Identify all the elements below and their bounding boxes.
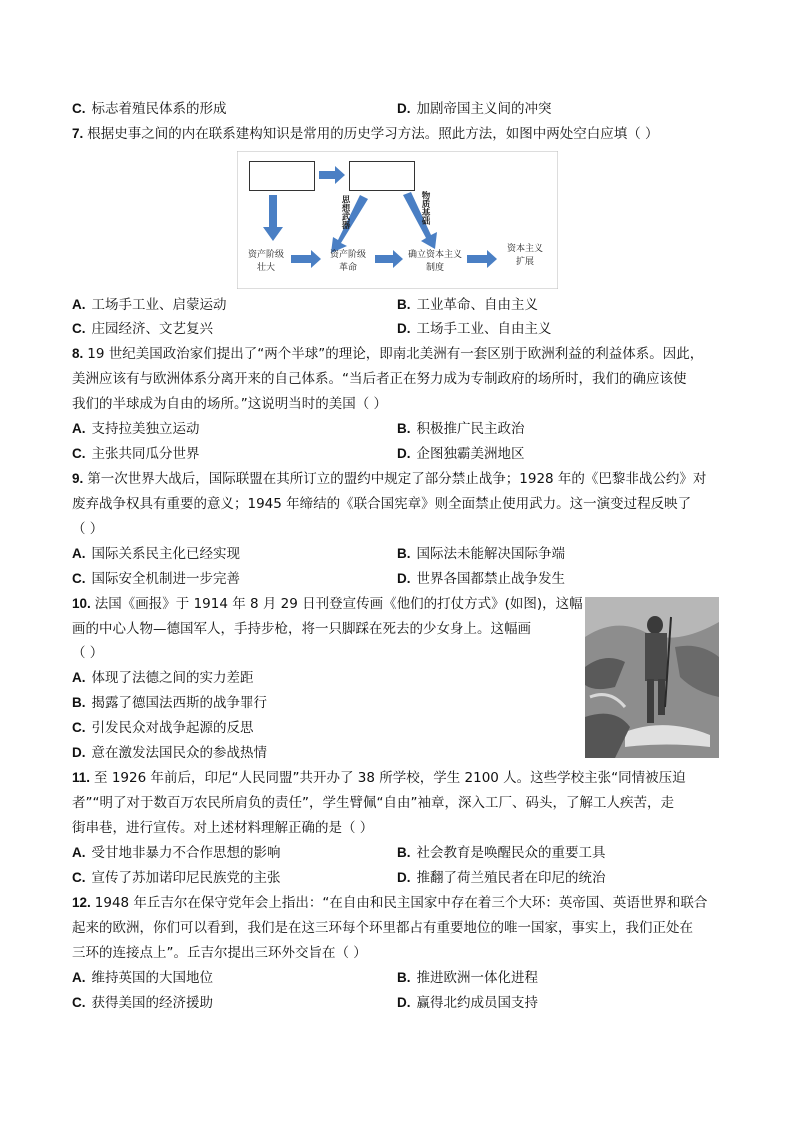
q11-line-3: 街串巷，进行宣传。对上述材料理解正确的是（ ） xyxy=(72,820,374,836)
q10-option-b[interactable]: B. 揭露了德国法西斯的战争罪行 xyxy=(72,695,267,711)
q11-line-1: 11. 至 1926 年前后，印尼“人民同盟”共开办了 38 所学校，学生 2100 人。这些学校主张“同情被压迫 xyxy=(72,770,686,786)
propaganda-poster-image xyxy=(585,597,719,758)
q11-option-b[interactable]: B. 社会教育是唤醒民众的重要工具 xyxy=(397,845,606,861)
q12-line-3: 三环的连接点上”。丘吉尔提出三环外交旨在（ ） xyxy=(72,945,367,961)
q12-option-b[interactable]: B. 推进欧洲一体化进程 xyxy=(397,970,538,986)
q12-option-d[interactable]: D. 赢得北约成员国支持 xyxy=(397,995,538,1011)
q12-line-1: 12. 1948 年丘吉尔在保守党年会上指出：“在自由和民主国家中存在着三个大环：英帝国、英语世界和联合 xyxy=(72,895,708,911)
q9-line-1: 9. 第一次世界大战后，国际联盟在其所订立的盟约中规定了部分禁止战争；1928 年的《巴黎非战公约》对 xyxy=(72,471,707,487)
label-ideological-weapon: 思想武器 xyxy=(340,195,350,229)
q11-option-c[interactable]: C. 宣传了苏加诺印尼民族党的主张 xyxy=(72,870,281,886)
q11-option-a[interactable]: A. 受甘地非暴力不合作思想的影响 xyxy=(72,845,281,861)
q9-option-b[interactable]: B. 国际法未能解决国际争端 xyxy=(397,546,565,562)
q12-option-a[interactable]: A. 维持英国的大国地位 xyxy=(72,970,213,986)
q8-option-c[interactable]: C. 主张共同瓜分世界 xyxy=(72,446,200,462)
q12-line-2: 起来的欧洲，你们可以看到，我们是在这三环每个环里都占有重要地位的唯一国家，事实上，我们正处在 xyxy=(72,920,693,936)
node-bourgeois-revolution: 资产阶级 革命 xyxy=(329,250,366,273)
label-material-basis: 物质基础 xyxy=(420,191,430,225)
q8-line-2: 美洲应该有与欧洲体系分离开来的自己体系。“当后者正在努力成为专制政府的场所时，我们的确应该使 xyxy=(72,371,687,387)
q6-option-d[interactable]: D. 加剧帝国主义间的冲突 xyxy=(397,101,552,117)
q8-option-b[interactable]: B. 积极推广民主政治 xyxy=(397,421,525,437)
q8-line-1: 8. 19 世纪美国政治家们提出了“两个半球”的理论，即南北美洲有一套区别于欧洲利益的利益体系。因此， xyxy=(72,346,704,362)
node-bourgeoisie-grow: 资产阶级 壮大 xyxy=(247,250,284,273)
q9-option-a[interactable]: A. 国际关系民主化已经实现 xyxy=(72,546,240,562)
q8-option-d[interactable]: D. 企图独霸美洲地区 xyxy=(397,446,525,462)
q9-line-3: （ ） xyxy=(72,521,104,537)
q11-line-2: 者”“明了对于数百万农民所肩负的责任”，学生臂佩“自由”袖章，深入工厂、码头，了解工人疾苦，走 xyxy=(72,795,674,811)
q7-option-b[interactable]: B. 工业革命、自由主义 xyxy=(397,297,538,313)
q10-line-1: 10. 法国《画报》于 1914 年 8 月 29 日刊登宣传画《他们的打仗方式》(如图)，这幅 xyxy=(72,596,583,612)
node-capitalism-expand: 资本主义 扩展 xyxy=(506,244,543,267)
q10-option-c[interactable]: C. 引发民众对战争起源的反思 xyxy=(72,720,254,736)
q9-option-c[interactable]: C. 国际安全机制进一步完善 xyxy=(72,571,240,587)
q8-option-a[interactable]: A. 支持拉美独立运动 xyxy=(72,421,200,437)
q10-line-3: （ ） xyxy=(72,645,104,661)
poster-illustration xyxy=(585,597,719,758)
q10-option-a[interactable]: A. 体现了法德之间的实力差距 xyxy=(72,670,254,686)
blank-box-2[interactable] xyxy=(349,161,415,191)
q7-stem: 7. 根据史事之间的内在联系建构知识是常用的历史学习方法。照此方法，如图中两处空白应填（ ） xyxy=(72,126,659,142)
q11-option-d[interactable]: D. 推翻了荷兰殖民者在印尼的统治 xyxy=(397,870,606,886)
q10-option-d[interactable]: D. 意在激发法国民众的参战热情 xyxy=(72,745,267,761)
q7-option-a[interactable]: A. 工场手工业、启蒙运动 xyxy=(72,297,227,313)
blank-box-1[interactable] xyxy=(249,161,315,191)
q9-option-d[interactable]: D. 世界各国都禁止战争发生 xyxy=(397,571,565,587)
q6-option-c[interactable]: C. 标志着殖民体系的形成 xyxy=(72,101,227,117)
q7-option-d[interactable]: D. 工场手工业、自由主义 xyxy=(397,321,552,337)
node-establish-capitalism: 确立资本主义 制度 xyxy=(407,250,462,273)
q12-option-c[interactable]: C. 获得美国的经济援助 xyxy=(72,995,213,1011)
q8-line-3: 我们的半球成为自由的场所。”这说明当时的美国（ ） xyxy=(72,396,388,412)
q10-line-2: 画的中心人物—德国军人，手持步枪，将一只脚踩在死去的少女身上。这幅画 xyxy=(72,621,531,637)
q7-option-c[interactable]: C. 庄园经济、文艺复兴 xyxy=(72,321,213,337)
q7-diagram xyxy=(237,151,558,289)
q9-line-2: 废弃战争权具有重要的意义；1945 年缔结的《联合国宪章》则全面禁止使用武力。这一演变过程反映了 xyxy=(72,496,692,512)
